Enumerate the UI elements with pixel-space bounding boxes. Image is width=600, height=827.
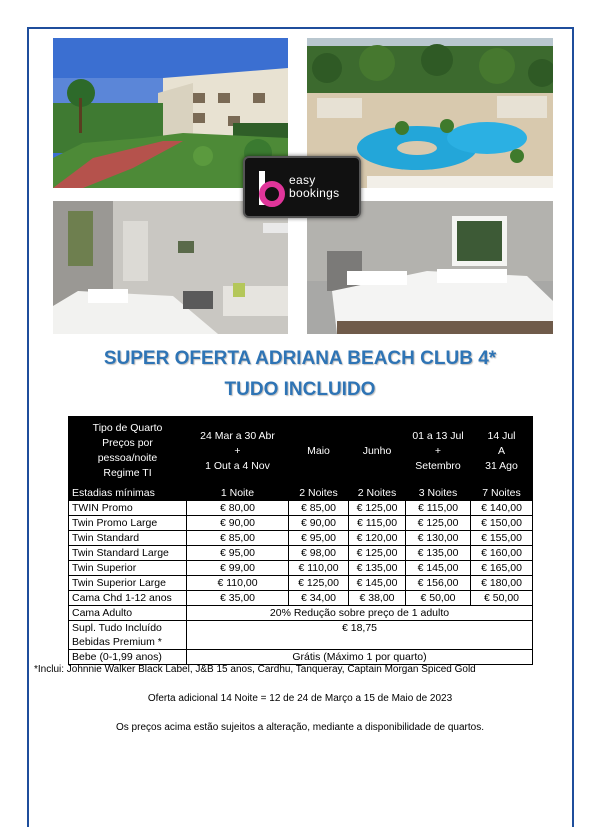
- room-type-cell: TWIN Promo: [69, 501, 187, 516]
- price-cell: € 85,00: [187, 531, 289, 546]
- price-cell: € 110,00: [289, 561, 349, 576]
- price-cell: € 98,00: [289, 546, 349, 561]
- price-cell: € 140,00: [471, 501, 533, 516]
- easy-bookings-logo-mark-icon: [257, 169, 285, 207]
- price-cell: € 155,00: [471, 531, 533, 546]
- cama-adulto-row: [69, 606, 533, 621]
- price-cell: € 90,00: [187, 516, 289, 531]
- header-period-1: 24 Mar a 30 Abr + 1 Out a 4 Nov: [187, 417, 289, 486]
- table-row: [69, 561, 533, 576]
- min-stay-value: 2 Noites: [349, 486, 406, 501]
- price-cell: € 130,00: [406, 531, 471, 546]
- table-row: [69, 576, 533, 591]
- price-cell: € 135,00: [349, 561, 406, 576]
- price-cell: € 35,00: [187, 591, 289, 606]
- price-cell: € 120,00: [349, 531, 406, 546]
- min-stay-value: 2 Noites: [289, 486, 349, 501]
- price-cell: € 85,00: [289, 501, 349, 516]
- price-cell: € 110,00: [187, 576, 289, 591]
- price-cell: € 50,00: [406, 591, 471, 606]
- header-period-4: 01 a 13 Jul + Setembro: [406, 417, 471, 486]
- cama-adulto-value: 20% Redução sobre preço de 1 adulto: [187, 606, 533, 621]
- price-cell: € 165,00: [471, 561, 533, 576]
- room-type-cell: Cama Chd 1-12 anos: [69, 591, 187, 606]
- twin-bedroom-photo: [53, 201, 288, 334]
- price-cell: € 90,00: [289, 516, 349, 531]
- logo-text: [289, 174, 339, 200]
- additional-offer-note: Oferta adicional 14 Noite = 12 de 24 de Março a 15 de Maio de 2023: [147, 693, 453, 704]
- price-cell: € 156,00: [406, 576, 471, 591]
- header-period-3: Junho: [349, 417, 406, 486]
- price-cell: € 95,00: [289, 531, 349, 546]
- header-room-type: Tipo de Quarto Preços por pessoa/noite Regime TI: [69, 417, 187, 486]
- price-cell: € 115,00: [406, 501, 471, 516]
- price-cell: € 150,00: [471, 516, 533, 531]
- table-row: [69, 501, 533, 516]
- price-cell: € 115,00: [349, 516, 406, 531]
- bebe-row: [69, 650, 533, 665]
- room-type-cell: Twin Superior Large: [69, 576, 187, 591]
- min-stay-value: 7 Noites: [471, 486, 533, 501]
- table-row: [69, 516, 533, 531]
- price-cell: € 135,00: [406, 546, 471, 561]
- min-stay-label: Estadias mínimas: [69, 486, 187, 501]
- room-type-cell: Twin Standard Large: [69, 546, 187, 561]
- supl-label: Supl. Tudo Incluído Bebidas Premium *: [69, 621, 187, 650]
- cama-adulto-label: Cama Adulto: [69, 606, 187, 621]
- price-cell: € 125,00: [406, 516, 471, 531]
- large-bedroom-photo: [307, 201, 553, 334]
- price-cell: € 50,00: [471, 591, 533, 606]
- price-cell: € 145,00: [406, 561, 471, 576]
- price-cell: € 145,00: [349, 576, 406, 591]
- header-period-5: 14 Jul A 31 Ago: [471, 417, 533, 486]
- price-cell: € 125,00: [349, 546, 406, 561]
- supl-row: [69, 621, 533, 650]
- includes-note: *Inclui: Johnnie Walker Black Label, J&B 15 anos, Cardhu, Tanqueray, Captain Morgan Spiced Gold: [34, 664, 476, 675]
- min-stay-value: 1 Noite: [187, 486, 289, 501]
- price-cell: € 160,00: [471, 546, 533, 561]
- price-cell: € 99,00: [187, 561, 289, 576]
- room-type-cell: Twin Standard: [69, 531, 187, 546]
- offer-subtitle: TUDO INCLUIDO: [224, 379, 376, 400]
- table-row: [69, 546, 533, 561]
- offer-title: SUPER OFERTA ADRIANA BEACH CLUB 4*: [103, 348, 497, 369]
- price-cell: € 34,00: [289, 591, 349, 606]
- price-cell: € 38,00: [349, 591, 406, 606]
- table-row: [69, 591, 533, 606]
- price-table: [68, 416, 533, 665]
- supl-value: € 18,75: [187, 621, 533, 650]
- logo-text-line1: easy: [289, 173, 316, 187]
- table-row: [69, 531, 533, 546]
- bebe-label: Bebe (0-1,99 anos): [69, 650, 187, 665]
- price-cell: € 180,00: [471, 576, 533, 591]
- price-cell: € 95,00: [187, 546, 289, 561]
- header-period-2: Maio: [289, 417, 349, 486]
- logo-text-line2: bookings: [289, 186, 340, 200]
- easy-bookings-logo: [243, 156, 361, 218]
- bebe-value: Grátis (Máximo 1 por quarto): [187, 650, 533, 665]
- price-cell: € 80,00: [187, 501, 289, 516]
- table-header-row: [69, 417, 533, 486]
- price-cell: € 125,00: [289, 576, 349, 591]
- min-stay-value: 3 Noites: [406, 486, 471, 501]
- room-type-cell: Twin Promo Large: [69, 516, 187, 531]
- min-stay-row: [69, 486, 533, 501]
- room-type-cell: Twin Superior: [69, 561, 187, 576]
- price-cell: € 125,00: [349, 501, 406, 516]
- disclaimer-note: Os preços acima estão sujeitos a alteração, mediante a disponibilidade de quartos.: [116, 722, 484, 733]
